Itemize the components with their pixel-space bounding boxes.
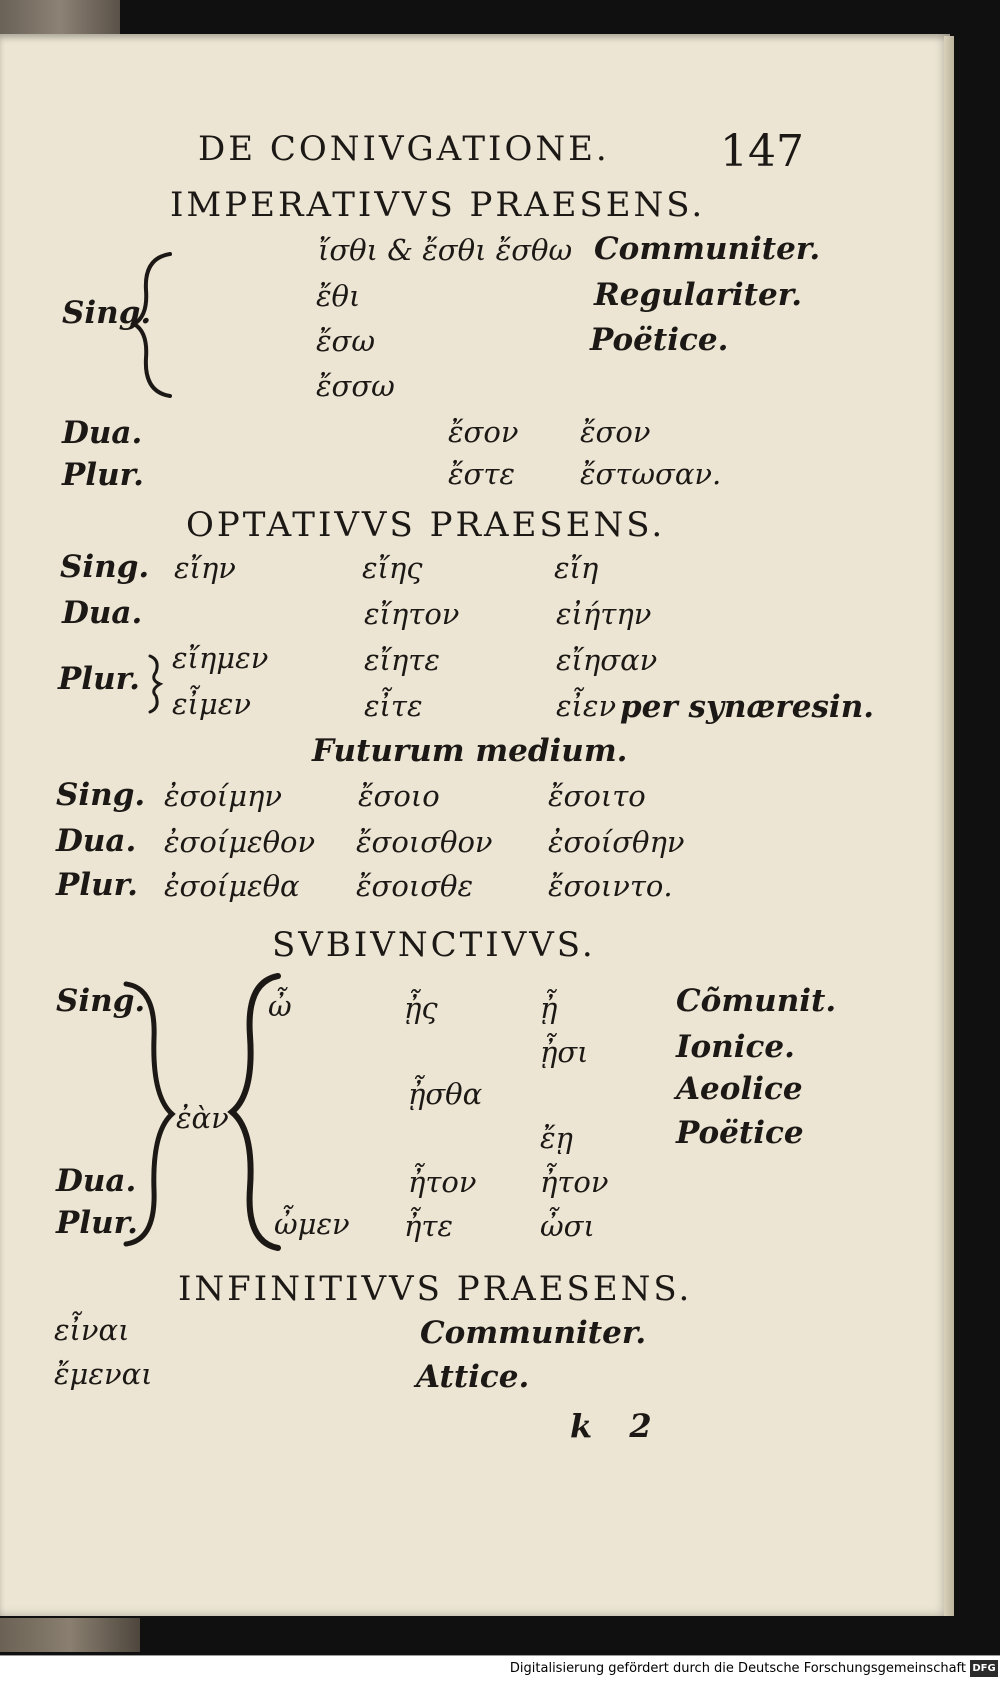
imperative-heading: IMPERATIVVS PRAESENS. <box>170 185 706 225</box>
credit-bar <box>0 1655 1000 1682</box>
infinitive-r1-note: Communiter. <box>420 1315 647 1351</box>
imperative-row4-greek: ἔσσω <box>316 369 395 403</box>
future-plur-1: ἐσοίμεθα <box>164 869 300 903</box>
optative-dua-label: Dua. <box>62 595 143 631</box>
imperative-row3-greek: ἔσω <box>316 324 376 358</box>
future-dua-1: ἐσοίμεθον <box>164 825 316 859</box>
subjunctive-r4-note: Poëtice <box>676 1115 804 1151</box>
future-sing-1: ἐσοίμην <box>164 779 283 813</box>
future-plur-2: ἔσοισθε <box>356 869 474 903</box>
optative-plur-label: Plur. <box>58 661 140 697</box>
page-number: 147 <box>720 126 804 177</box>
subjunctive-dua-label: Dua. <box>56 1163 137 1199</box>
running-title: DE CONIVGATIONE. <box>198 129 610 169</box>
optative-plur2-note: per synæresin. <box>620 689 875 725</box>
future-plur-3: ἔσοιντο. <box>548 869 673 903</box>
optative-dua-1: εἴητον <box>364 597 460 631</box>
imperative-sing-label: Sing. <box>62 295 152 331</box>
subjunctive-plur-1: ὦμεν <box>274 1207 350 1241</box>
future-dua-2: ἔσοισθον <box>356 825 493 859</box>
imperative-plur-b: ἔστωσαν. <box>580 457 722 491</box>
optative-sing-3: εἴη <box>554 551 599 585</box>
subjunctive-dua-1: ἦτον <box>408 1165 477 1199</box>
optative-plur1-3: εἴησαν <box>556 643 658 677</box>
imperative-row2-greek: ἔθι <box>316 279 361 313</box>
subjunctive-r4: ἔῃ <box>540 1121 573 1155</box>
infinitive-heading: INFINITIVVS PRAESENS. <box>178 1269 693 1309</box>
subjunctive-r3-note: Aeolice <box>676 1071 803 1107</box>
optative-plur2-2: εἶτε <box>364 689 423 723</box>
imperative-dua-a: ἔσον <box>448 415 519 449</box>
imperative-dua-label: Dua. <box>62 415 143 451</box>
infinitive-r2-greek: ἔμεναι <box>54 1357 153 1391</box>
subjunctive-r1-3: ᾖ <box>540 991 558 1025</box>
subjunctive-r2: ᾖσι <box>540 1035 589 1069</box>
imperative-row1-greek: ἴσθι & ἔσθι ἔσθω <box>318 233 573 267</box>
optative-plur1-2: εἴητε <box>364 643 440 677</box>
imperative-brace <box>130 250 180 400</box>
subjunctive-r2-note: Ionice. <box>676 1029 795 1065</box>
optative-brace <box>146 650 168 716</box>
imperative-row2-note: Regulariter. <box>594 277 802 313</box>
signature-mark: k 2 <box>570 1407 652 1445</box>
future-sing-3: ἔσοιτο <box>548 779 646 813</box>
infinitive-r2-note: Attice. <box>416 1359 530 1395</box>
subjunctive-r1-2: ᾖς <box>404 991 438 1025</box>
subjunctive-r1-1: ὦ <box>268 989 292 1023</box>
optative-sing-label: Sing. <box>60 549 150 585</box>
optative-plur2-1: εἶμεν <box>172 687 251 721</box>
binding-edge-bottom <box>0 1618 140 1652</box>
subjunctive-plur-2: ἦτε <box>404 1209 453 1243</box>
dfg-logo: DFG <box>970 1660 998 1677</box>
optative-plur1-1: εἴημεν <box>172 641 269 675</box>
future-dua-label: Dua. <box>56 823 137 859</box>
imperative-row3-note: Poëtice. <box>590 322 729 358</box>
subjunctive-plur-label: Plur. <box>56 1205 138 1241</box>
funding-credit: Digitalisierung gefördert durch die Deutsche Forschungsgemeinschaft <box>509 1661 966 1676</box>
future-sing-label: Sing. <box>56 777 146 813</box>
future-dua-3: ἐσοίσθην <box>548 825 685 859</box>
optative-sing-2: εἴης <box>362 551 423 585</box>
future-plur-label: Plur. <box>56 867 138 903</box>
optative-heading: OPTATIVVS PRAESENS. <box>186 505 666 545</box>
imperative-dua-b: ἔσον <box>580 415 651 449</box>
subjunctive-r1-note: Cõmunit. <box>676 983 837 1019</box>
imperative-row1-note: Communiter. <box>594 231 821 267</box>
optative-plur2-3: εἶεν <box>556 689 617 723</box>
imperative-plur-a: ἔστε <box>448 457 515 491</box>
optative-dua-2: εἰήτην <box>556 597 652 631</box>
subjunctive-sing-label: Sing. <box>56 983 146 1019</box>
subjunctive-plur-3: ὦσι <box>540 1209 595 1243</box>
subjunctive-heading: SVBIVNCTIVVS. <box>272 925 596 965</box>
subjunctive-r3: ᾖσθα <box>408 1077 483 1111</box>
imperative-plur-label: Plur. <box>62 457 144 493</box>
subjunctive-conjunction: ἐὰν <box>176 1101 229 1135</box>
optative-sing-1: εἴην <box>174 551 236 585</box>
page-edge <box>944 36 954 1616</box>
future-heading: Futurum medium. <box>312 733 628 769</box>
infinitive-r1-greek: εἶναι <box>54 1313 130 1347</box>
subjunctive-dua-2: ἦτον <box>540 1165 609 1199</box>
future-sing-2: ἔσοιο <box>358 779 440 813</box>
